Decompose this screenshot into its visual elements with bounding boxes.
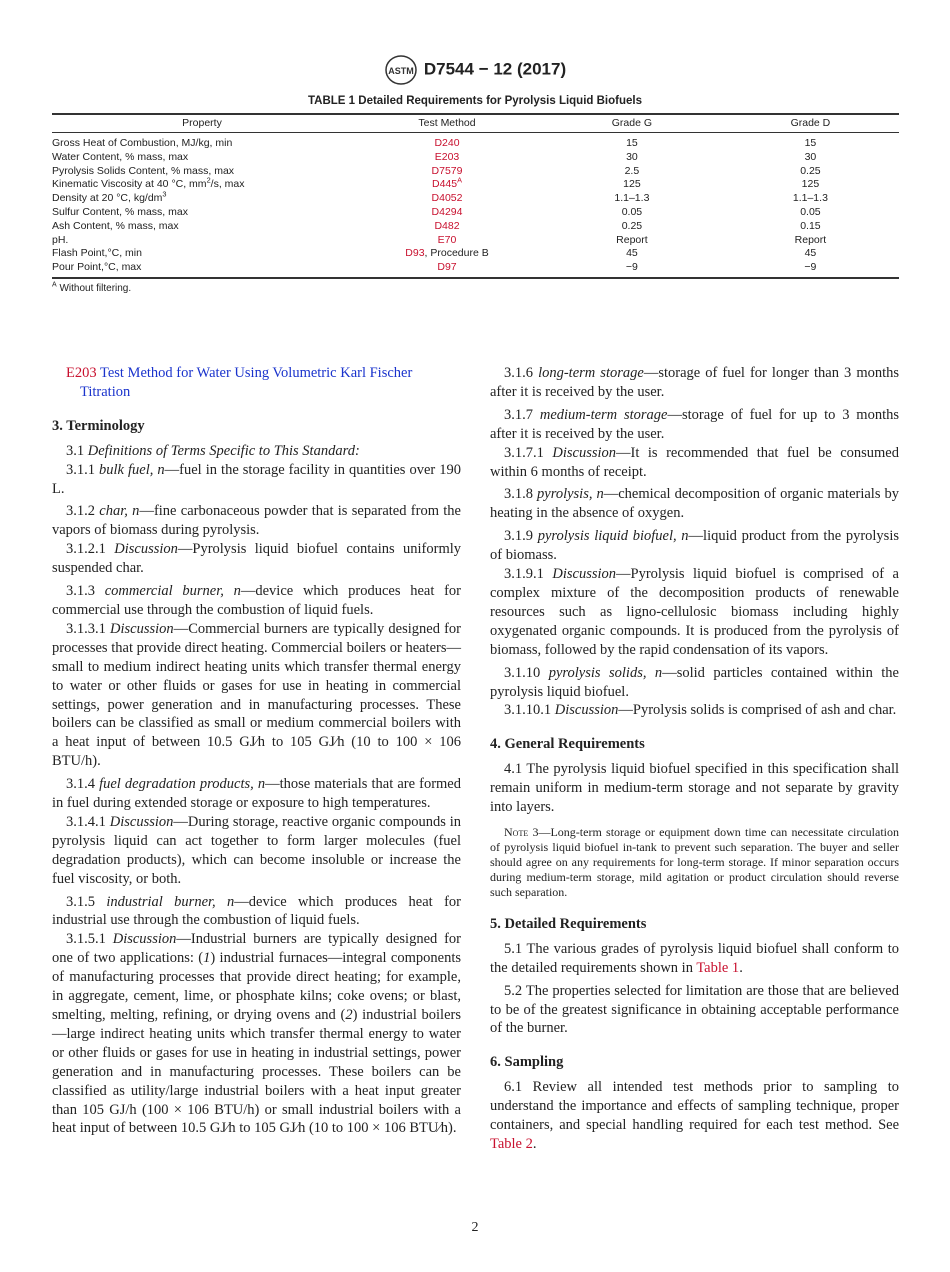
test-method-link[interactable]: D7579 [431,164,463,177]
text: 5. Detailed Requirements [490,915,647,932]
italic-term: commercial burner, n [104,583,241,600]
text: 3.1.5 [66,893,107,910]
grade-d-cell [722,206,899,220]
property-cell [52,220,352,234]
text: —solid particles contained within the pyrolysis liquid biofuel. [490,664,899,700]
footnote-text: Without filtering. [56,283,132,294]
grade-d-cell [722,261,899,278]
page-number: 2 [471,1220,479,1235]
grade-d-value: 0.15 [800,219,821,232]
text: —those materials that are formed in fuel during extended storage or exposure to high temperatures. [52,776,461,812]
grade-d-cell [722,165,899,179]
table-caption: TABLE 1 Detailed Requirements for Pyrolysis Liquid Biofuels [308,95,642,107]
italic-term: industrial burner, n [106,893,235,910]
grade-g-cell [542,206,722,220]
grade-g-value: 0.05 [621,205,643,218]
text: —liquid product from the pyrolysis of biomass. [490,528,899,564]
paragraph-3-1-4 [52,775,461,813]
italic-term: medium-term storage [539,406,668,423]
italic-term: Discussion [554,702,619,719]
text: —chemical decomposition of organic materials by heating in the absence of oxygen. [490,486,899,522]
column-header: Grade G [542,114,722,133]
text: 6.1 Review all intended test methods prior to sampling to understand the importance and effects of sampling technique, proper containers, and special handling required for each test method. See [490,1079,899,1134]
grade-d-cell [722,133,899,151]
text: 3.1.4.1 [66,813,110,830]
property-text: Kinematic Viscosity at 40 °C, mm [52,178,207,191]
property-cell [52,206,352,220]
test-method-cell [352,133,542,151]
property-text: Density at 20 °C, kg/dm [52,192,163,205]
section-heading [490,1053,899,1072]
text: 3.1 [66,442,88,459]
table-row [52,133,899,151]
test-method-link[interactable]: D445 [431,178,458,191]
left-column [52,364,461,1138]
property-cell [52,175,352,192]
test-method-cell [352,206,542,220]
text: —Industrial burners are typically designed for one of two applications: ( [52,931,461,967]
test-method-link[interactable]: D482 [434,219,460,232]
text: 3.1.8 [504,486,538,503]
grade-d-cell [722,192,899,206]
paragraph-3-1-7-1 [490,444,899,482]
test-method-link[interactable]: D4052 [431,192,463,205]
test-method-link[interactable]: E70 [437,233,457,246]
property-text: Flash Point,°C, min [52,247,142,260]
grade-g-cell [542,234,722,248]
text: 3.1.3.1 [66,620,111,637]
grade-g-cell [542,192,722,206]
grade-g-cell [542,178,722,192]
text: 3.1.10.1 [504,702,555,719]
text: . [532,1136,537,1152]
test-method-cell [352,192,542,206]
italic-term: Discussion [112,931,177,948]
requirements-table [52,113,899,279]
property-text: Pyrolysis Solids Content, % mass, max [52,164,235,177]
text: ) industrial boilers—large indirect heating units which transfer thermal energy to water or other fluids or gases for use in heating in industrial settings, power generation and in manufacturing processes. These boilers can be classified as utility/large industrial boilers with a heat input greater than 105 GJ/h (100 × 106 BTU/h) or small industrial boilers with a heat input of between 10.5 GJ⁄h to 105 GJ⁄h (10 to 100 × 106 BTU⁄h). [52,1007,461,1137]
note-label: Note [504,824,529,839]
property-text: Sulfur Content, % mass, max [52,205,188,218]
italic-term: 2 [345,1007,353,1023]
text: —storage of fuel for up to 3 months after it is received by the user. [490,406,899,442]
paragraph-3-1-1 [52,461,461,499]
reference-title-link[interactable]: Test Method for Water Using Volumetric Karl Fischer Titration [80,365,413,400]
text: —Commercial burners are typically designed for processes that provide direct heating. Commercial boilers or heaters—small to medium indirect heating units which transfer thermal energy to water or other fluids or gases for use in heating in commercial settings, power generation and in manufacturing processes. These boilers can be classified as small or medium commercial boilers with a heat input of between 10.5 GJ⁄h to 105 GJ⁄h (10 to 100 × 106 BTU/h). [52,620,461,770]
right-column [490,364,899,1154]
grade-g-value: Report [616,233,648,246]
text: 3.1.4 [66,776,100,793]
italic-term: char, n [99,503,140,520]
paragraph-3-1-2 [52,502,461,540]
astm-logo-icon [384,55,418,85]
text: 3.1.3 [66,583,105,600]
text: —fuel in the storage facility in quantities over 190 L. [52,461,461,497]
table-footnote [52,283,131,294]
grade-g-cell [542,261,722,278]
text: 3.1.1 [66,461,100,478]
grade-g-value: 30 [626,150,638,163]
column-header: Test Method [352,114,542,133]
italic-term: Discussion [552,444,617,461]
property-text: pH. [52,233,69,246]
text: —Pyrolysis solids is comprised of ash and char. [618,702,897,719]
test-method-link[interactable]: D240 [434,137,460,149]
test-method-cell [352,165,542,179]
text: 3.1.10 [504,664,549,681]
grade-d-value: 15 [804,137,817,149]
paragraph-3-1-8 [490,485,899,523]
property-cell [52,261,352,278]
table-row [52,192,899,206]
text: 5.2 The properties selected for limitation are those that are believed to be of the greatest significance in obtaining acceptable performance of the burner. [490,982,899,1037]
property-cell [52,247,352,261]
text: 4. General Requirements [490,736,645,753]
grade-d-cell [722,151,899,165]
paragraph-3-1-4-1 [52,813,461,889]
property-text: Gross Heat of Combustion, MJ/kg, min [52,137,233,149]
text: 3.1.2 [66,503,100,520]
test-method-link[interactable]: D97 [437,261,457,274]
italic-term: Discussion [552,566,617,583]
grade-d-value: −9 [804,261,817,274]
italic-term: 1 [203,950,211,967]
text: 3.1.6 [504,365,539,381]
property-cell [52,151,352,165]
text: 4.1 The pyrolysis liquid biofuel specified in this specification shall remain uniform in medium-term storage and not separate by gravity into layers. [490,761,899,816]
grade-d-cell [722,234,899,248]
table-row [52,234,899,248]
grade-g-value: 125 [623,178,641,191]
paragraph-4-1 [490,760,899,817]
paragraph-3-1-6 [490,364,899,402]
property-text: Water Content, % mass, max [52,150,189,163]
column-header: Property [52,114,352,133]
unit-superscript: 3 [162,189,167,199]
test-method-link[interactable]: D93 [405,247,425,260]
text: 3.1.2.1 [66,541,115,558]
property-text: /s, max [210,178,245,191]
text: 3.1.9 [504,528,538,545]
text: 3.1.7 [504,406,540,423]
grade-g-value: 45 [626,247,638,260]
unit-superscript: 2 [206,175,211,185]
grade-d-cell [722,247,899,261]
paragraph-6-1 [490,1078,899,1154]
section-heading [52,417,461,436]
note [490,825,899,900]
grade-d-value: 0.25 [800,164,821,177]
test-method-cell [352,234,542,248]
paragraph-5-1 [490,940,899,978]
text: 3.1.7.1 [504,444,553,461]
footnote-mark: A [52,281,57,289]
paragraph-3-1-5-1 [52,930,461,1138]
test-method-cell [352,247,542,261]
paragraph-3-1-2-1 [52,540,461,578]
text: . [739,959,743,976]
text: —storage of fuel for longer than 3 months after it is received by the user. [490,365,900,400]
italic-term: pyrolysis, n [537,486,604,503]
grade-d-cell [722,178,899,192]
section-heading [490,915,899,934]
grade-d-cell [722,220,899,234]
text: —device which produces heat for commercial use through the combustion of liquid fuels. [52,583,461,618]
grade-d-value: 30 [804,150,817,163]
property-text: Ash Content, % mass, max [52,219,179,232]
paragraph-3-1-10 [490,664,899,702]
document-designation: D7544 − 12 (2017) [423,59,567,79]
test-method-link[interactable]: E203 [434,150,460,163]
grade-g-value: 1.1–1.3 [614,192,650,205]
test-method-cell [352,175,542,192]
paragraph-3-1-3-1 [52,620,461,771]
table-row [52,178,899,192]
property-cell [52,165,352,179]
italic-term: Discussion [114,541,178,558]
test-method-cell [352,220,542,234]
grade-g-cell [542,151,722,165]
grade-g-value: −9 [625,261,638,274]
text: 3.1.5.1 [66,931,113,948]
italic-term: pyrolysis liquid biofuel, n [537,528,689,545]
paragraph-3-1-5 [52,893,461,931]
paragraph-3-1 [52,442,461,461]
text: —Pyrolysis liquid biofuel is comprised of a complex mixture of the decomposition products of renewable resources such as ligno-cellulosic biomass including highly oxygenated organic compounds. It is produced from the pyrolysis of biomass, followed by the rapid condensation of its vapors. [490,566,899,658]
test-method-suffix: , Procedure B [424,247,489,260]
property-cell [52,234,352,248]
grade-g-value: 15 [626,137,638,149]
cross-reference-link[interactable]: Table 2 [490,1136,533,1152]
paragraph-3-1-3 [52,582,461,620]
grade-g-cell [542,220,722,234]
column-header: Grade D [722,114,899,133]
italic-term: Definitions of Terms Specific to This Standard: [87,442,360,459]
grade-g-value: 2.5 [624,164,640,177]
grade-d-value: 0.05 [800,205,821,218]
section-heading [490,735,899,754]
test-method-link[interactable]: D4294 [431,205,463,218]
grade-g-cell [542,247,722,261]
grade-d-value: 125 [801,178,820,191]
text: —fine carbonaceous powder that is separated from the vapors of biomass during pyrolysis. [52,503,461,539]
table-row [52,220,899,234]
paragraph-3-1-9-1 [490,565,899,660]
italic-term: pyrolysis solids, n [548,664,663,681]
footnote-mark: A [457,175,462,185]
paragraph-3-1-9 [490,527,899,565]
text: 3—Long-term storage or equipment down time can necessitate circulation of pyrolysis liquid biofuel in-tank to prevent such separation. The buyer and seller should agree on any requirements for long-term storage. If minor separation occurs during medium-term storage, mild agitation or product circulation should reverse such separation. [490,824,899,899]
table-row [52,151,899,165]
logo-text: ASTM [388,66,414,76]
test-method-cell [352,261,542,278]
property-text: Pour Point,°C, max [52,261,142,274]
text: 5.1 The various grades of pyrolysis liquid biofuel shall conform to the detailed requirements shown in [490,940,899,976]
grade-d-value: 45 [804,247,817,260]
text: 3. Terminology [52,417,145,434]
grade-d-value: Report [794,233,827,246]
italic-term: Discussion [110,620,174,637]
table-row [52,165,899,179]
text: —Pyrolysis liquid biofuel contains uniformly suspended char. [52,541,461,577]
text: —During storage, reactive organic compounds in pyrolysis liquid can act together to form larger molecules (fuel degradation products), which can become insoluble or increase the fuel viscosity, or both. [52,813,461,887]
paragraph-3-1-10-1 [490,701,899,720]
referenced-document [66,364,461,402]
italic-term: fuel degradation products, n [99,776,266,793]
table-row [52,206,899,220]
document-header [0,55,950,85]
paragraph-5-2 [490,982,899,1039]
grade-d-value: 1.1–1.3 [792,192,828,205]
cross-reference-link[interactable]: E203 [66,365,97,381]
table-row [52,247,899,261]
test-method-cell [352,151,542,165]
cross-reference-link[interactable]: Table 1 [696,959,740,976]
grade-g-cell [542,133,722,151]
property-cell [52,189,352,206]
property-cell [52,133,352,151]
paragraph-3-1-7 [490,406,899,444]
text: ) industrial furnaces—integral components of manufacturing processes that provide direct heating; for example, in aggregate, cement, lime, or phosphate kilns; coke ovens; or blast, smelting, melting, refining, or drying ovens and ( [52,950,461,1023]
text: —device which produces heat for industrial use through the combustion of liquid fuels. [52,893,461,929]
text: —It is recommended that fuel be consumed within 6 months of receipt. [490,444,899,480]
italic-term: bulk fuel, n [99,461,165,478]
italic-term: long-term storage [538,365,644,381]
text: 6. Sampling [490,1054,564,1071]
grade-g-cell [542,165,722,179]
table-row [52,261,899,278]
italic-term: Discussion [109,813,174,830]
text: 3.1.9.1 [504,566,553,583]
grade-g-value: 0.25 [621,219,643,232]
